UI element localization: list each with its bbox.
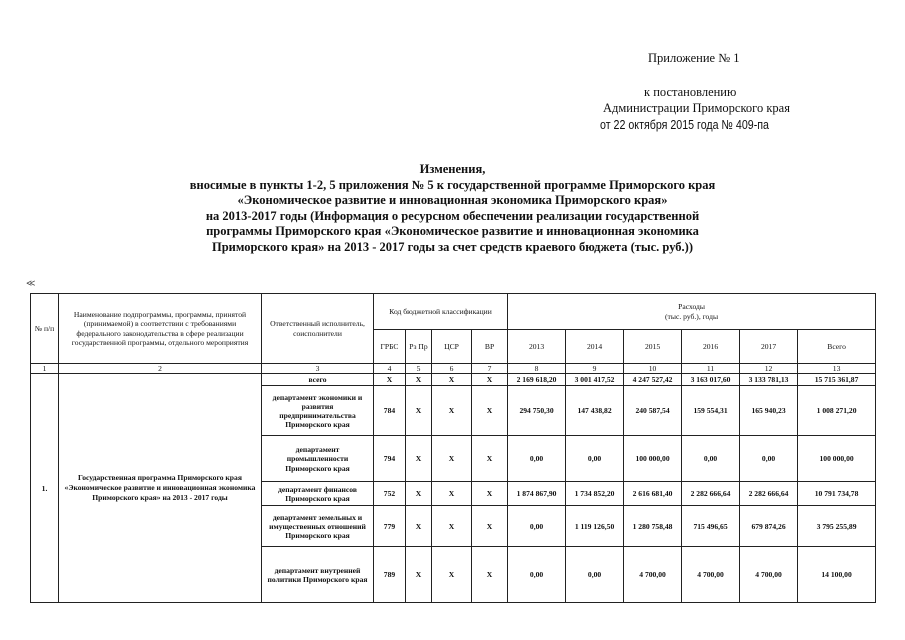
amount-cell: 4 700,00 <box>682 547 740 603</box>
header-code-rzpr: Рз Пр <box>406 330 432 364</box>
header-total: Всего <box>798 330 876 364</box>
amount-cell: 3 163 017,60 <box>682 374 740 386</box>
amount-cell: 4 700,00 <box>624 547 682 603</box>
column-number: 5 <box>406 364 432 374</box>
amount-cell: 3 001 417,52 <box>566 374 624 386</box>
header-code-vr: ВР <box>472 330 508 364</box>
code-cell: X <box>406 374 432 386</box>
code-cell: X <box>406 482 432 506</box>
header-executor: Ответственный исполнитель, соисполнители <box>262 294 374 364</box>
amount-cell: 3 133 781,13 <box>740 374 798 386</box>
column-number: 6 <box>432 364 472 374</box>
margin-mark: ≪ <box>26 278 36 288</box>
appendix-administration-line: Администрации Приморского края <box>603 101 790 115</box>
amount-cell: 1 280 758,48 <box>624 506 682 547</box>
header-year: 2014 <box>566 330 624 364</box>
column-number: 10 <box>624 364 682 374</box>
amount-cell: 165 940,23 <box>740 386 798 436</box>
code-cell: X <box>472 482 508 506</box>
amount-cell: 147 438,82 <box>566 386 624 436</box>
amount-cell: 4 247 527,42 <box>624 374 682 386</box>
amount-cell: 2 282 666,64 <box>740 482 798 506</box>
code-cell: X <box>432 386 472 436</box>
column-number: 11 <box>682 364 740 374</box>
code-cell: X <box>472 374 508 386</box>
code-cell: X <box>406 506 432 547</box>
program-name: Государственная программа Приморского края «Экономическое развитие и инновационная экономика Приморского края» на 2013 - 2017 годы <box>59 374 262 603</box>
heading-line: «Экономическое развитие и инновационная экономика Приморского края» <box>237 193 668 208</box>
amount-cell: 0,00 <box>508 436 566 482</box>
header-name: Наименование подпрограммы, программы, принятой (принимаемой) в соответствии с требованиями федерального законодательства в сфере реализации государственной программы, отдельного мероприятия <box>59 294 262 364</box>
code-cell: X <box>432 482 472 506</box>
heading-line: Изменения, <box>419 162 486 176</box>
amount-cell: 15 715 361,87 <box>798 374 876 386</box>
code-cell: X <box>472 547 508 603</box>
amount-cell: 159 554,31 <box>682 386 740 436</box>
amount-cell: 294 750,30 <box>508 386 566 436</box>
header-expenses: Расходы (тыс. руб.), годы <box>508 294 876 330</box>
header-code-csr: ЦСР <box>432 330 472 364</box>
amount-cell: 715 496,65 <box>682 506 740 547</box>
resource-table <box>30 293 876 603</box>
code-cell: 779 <box>374 506 406 547</box>
program-num: 1. <box>31 374 59 603</box>
code-cell: 752 <box>374 482 406 506</box>
amount-cell: 0,00 <box>508 547 566 603</box>
amount-cell: 100 000,00 <box>798 436 876 482</box>
code-cell: X <box>374 374 406 386</box>
header-code-grbs: ГРБС <box>374 330 406 364</box>
heading-line: на 2013-2017 годы (Информация о ресурсном обеспечении реализации государственной <box>205 208 700 223</box>
column-number: 7 <box>472 364 508 374</box>
header-year: 2013 <box>508 330 566 364</box>
appendix-resolution-line: к постановлению <box>644 85 737 99</box>
amount-cell: 0,00 <box>508 506 566 547</box>
column-number: 9 <box>566 364 624 374</box>
amount-cell: 2 282 666,64 <box>682 482 740 506</box>
executor-cell: всего <box>262 374 374 386</box>
header-year: 2015 <box>624 330 682 364</box>
heading-line: программы Приморского края «Экономическое развитие и инновационная экономика <box>206 224 699 239</box>
executor-cell: департамент финансов Приморского края <box>262 482 374 506</box>
document-heading <box>150 162 755 256</box>
code-cell: X <box>432 436 472 482</box>
header-year: 2017 <box>740 330 798 364</box>
amount-cell: 0,00 <box>740 436 798 482</box>
code-cell: X <box>406 386 432 436</box>
amount-cell: 2 616 681,40 <box>624 482 682 506</box>
amount-cell: 10 791 734,78 <box>798 482 876 506</box>
header-row-top <box>31 294 876 330</box>
column-number: 2 <box>59 364 262 374</box>
column-number: 13 <box>798 364 876 374</box>
code-cell: X <box>472 506 508 547</box>
code-cell: X <box>406 547 432 603</box>
code-cell: X <box>406 436 432 482</box>
amount-cell: 100 000,00 <box>624 436 682 482</box>
code-cell: X <box>432 547 472 603</box>
code-cell: X <box>472 386 508 436</box>
code-cell: X <box>472 436 508 482</box>
amount-cell: 14 100,00 <box>798 547 876 603</box>
executor-cell: департамент экономики и развития предпринимательства Приморского края <box>262 386 374 436</box>
code-cell: 789 <box>374 547 406 603</box>
amount-cell: 1 119 126,50 <box>566 506 624 547</box>
header-num: № п/п <box>31 294 59 364</box>
executor-cell: департамент внутренней политики Приморского края <box>262 547 374 603</box>
table-row <box>31 374 876 386</box>
column-number-row <box>31 364 876 374</box>
code-cell: 794 <box>374 436 406 482</box>
heading-line: Приморского края» на 2013 - 2017 годы за счет средств краевого бюджета (тыс. руб.)) <box>211 239 694 254</box>
column-number: 3 <box>262 364 374 374</box>
header-budget-code: Код бюджетной классификации <box>374 294 508 330</box>
appendix-title: Приложение № 1 <box>648 51 740 65</box>
column-number: 1 <box>31 364 59 374</box>
code-cell: X <box>432 374 472 386</box>
amount-cell: 679 874,26 <box>740 506 798 547</box>
amount-cell: 240 587,54 <box>624 386 682 436</box>
amount-cell: 4 700,00 <box>740 547 798 603</box>
amount-cell: 1 874 867,90 <box>508 482 566 506</box>
appendix-date-line: от 22 октября 2015 года № 409-па <box>600 117 769 132</box>
code-cell: X <box>432 506 472 547</box>
amount-cell: 0,00 <box>566 436 624 482</box>
heading-line: вносимые в пункты 1-2, 5 приложения № 5 к государственной программе Приморского края <box>189 177 716 192</box>
code-cell: 784 <box>374 386 406 436</box>
column-number: 12 <box>740 364 798 374</box>
amount-cell: 0,00 <box>682 436 740 482</box>
header-year: 2016 <box>682 330 740 364</box>
amount-cell: 1 008 271,20 <box>798 386 876 436</box>
column-number: 8 <box>508 364 566 374</box>
amount-cell: 0,00 <box>566 547 624 603</box>
amount-cell: 1 734 852,20 <box>566 482 624 506</box>
amount-cell: 2 169 618,20 <box>508 374 566 386</box>
amount-cell: 3 795 255,89 <box>798 506 876 547</box>
executor-cell: департамент земельных и имущественных отношений Приморского края <box>262 506 374 547</box>
column-number: 4 <box>374 364 406 374</box>
executor-cell: департамент промышленности Приморского края <box>262 436 374 482</box>
